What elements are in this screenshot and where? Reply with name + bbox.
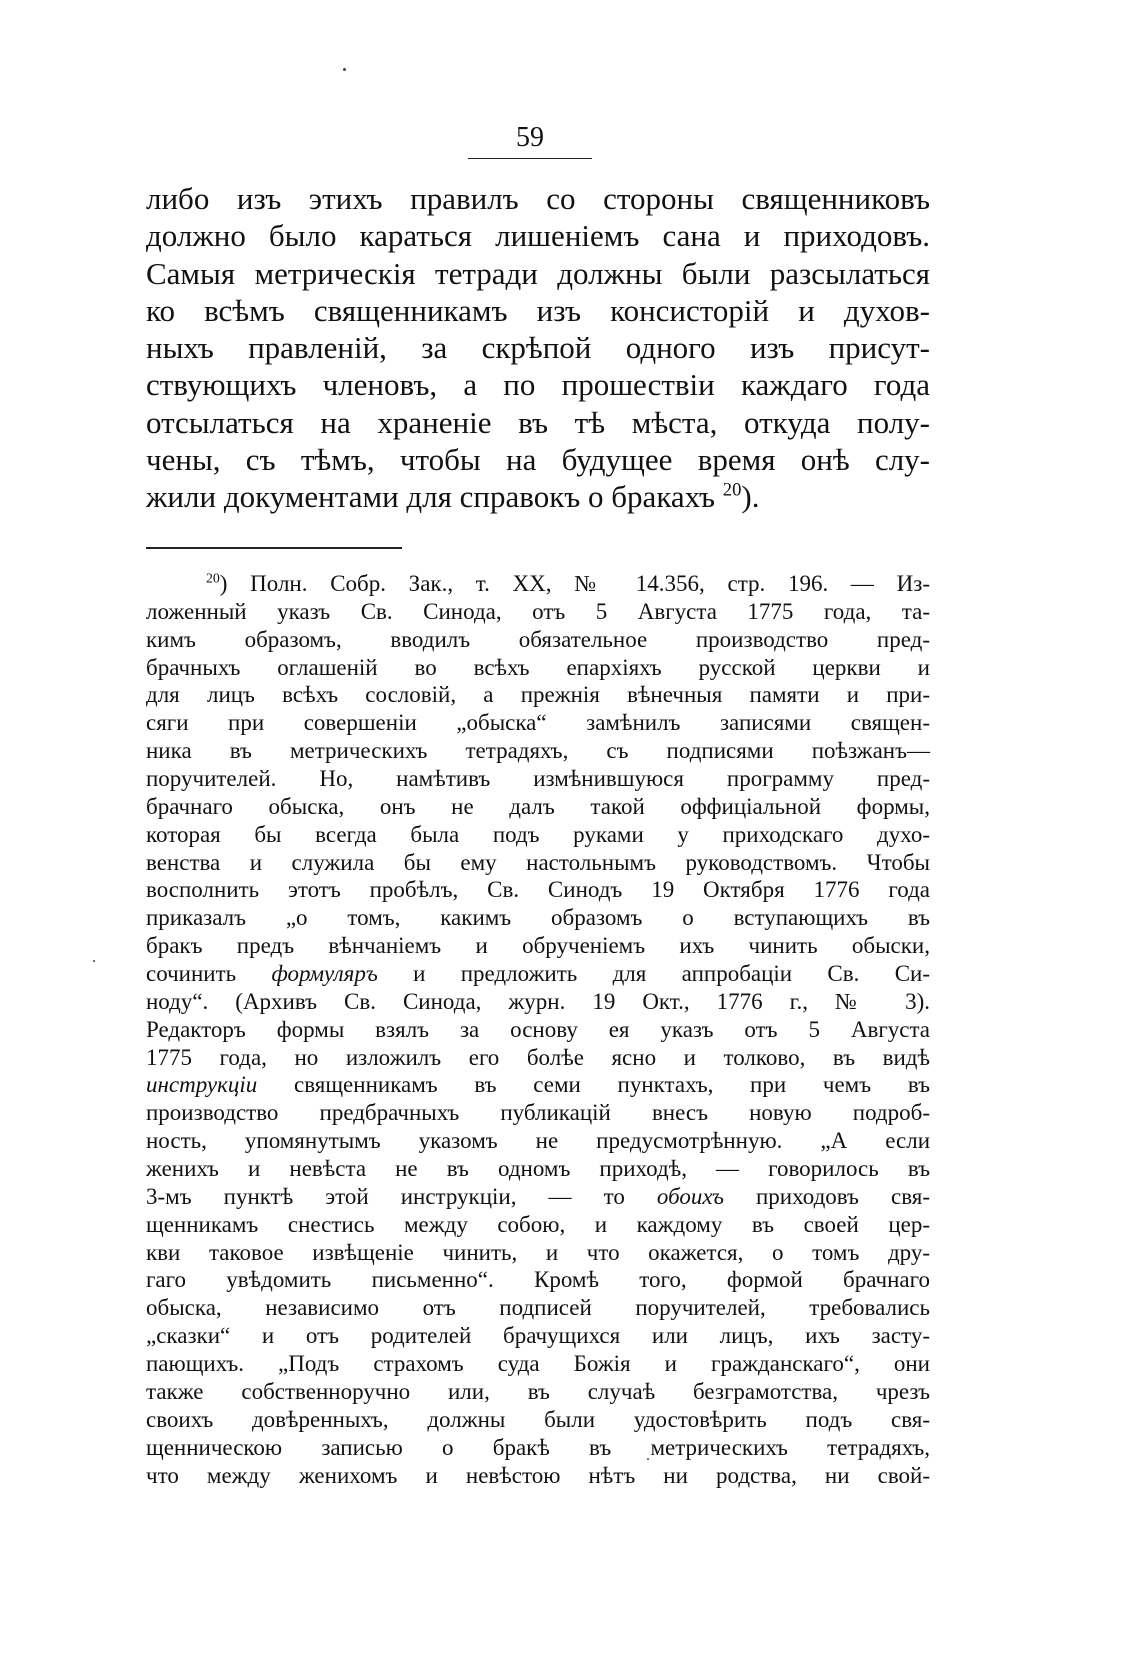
footnote-line-mixed [146,960,930,988]
footnote-reference: 20 [722,480,742,502]
footnote-italic-term: инструкціи [146,1072,258,1098]
footnote-line: поручителей. Но, намѣтивъ измѣнившуюся программу пред- [146,766,930,792]
footnote [146,570,930,1489]
footnote-line: Редакторъ формы взялъ за основу ея указъ отъ 5 Августа [146,1016,930,1042]
footnote-line: ноду“. (Архивъ Св. Синода, журн. 19 Окт., 1776 г., № 3). [146,988,930,1014]
footnote-line-text: ) Полн. Собр. Зак., т. XX, № 14.356, стр. 196. — Из- [219,571,930,596]
main-line: ствующихъ членовъ, а по прошествіи каждаго года [146,367,930,403]
footnote-italic-term: формуляръ [271,961,378,987]
footnote-line: которая бы всегда была подъ руками у приходскаго духо- [146,821,930,847]
main-line: либо изъ этихъ правилъ со стороны священниковъ [146,181,930,216]
footnote-line: „сказки“ и отъ родителей брачущихся или лицъ, ихъ засту- [146,1323,930,1349]
footnote-italic-term: обоихъ [656,1183,724,1209]
footnote-line: гаго увѣдомить письменно“. Кромѣ того, формой брачнаго [146,1267,930,1293]
footnote-text: сочинить [146,961,272,987]
footnote-line: обыска, независимо отъ подписей поручителей, требовались [146,1295,930,1321]
footnote-text: и предложить для аппробаціи Св. Си- [377,961,930,987]
page-number: 59 [516,122,544,153]
footnote-line: женихъ и невѣста не въ одномъ приходѣ, — говорилось въ [146,1156,930,1182]
main-line: чены, съ тѣмъ, чтобы на будущее время онѣ слу- [146,442,930,478]
footnote-marker: 20 [206,570,220,586]
footnote-text: 3-мъ пунктѣ этой инструкціи, — то [146,1183,657,1209]
footnote-line: брачнаго обыска, онъ не далъ такой оффиціальной формы, [146,793,930,819]
footnote-line: щенническою записью о бракѣ въ метрическихъ тетрадяхъ, [146,1434,930,1460]
main-line: ныхъ правленій, за скрѣпой одного изъ присут- [146,330,930,366]
main-line-text: жили документами для справокъ о бракахъ [146,479,716,515]
main-line: отсылаться на храненіе въ тѣ мѣста, откуда полу- [146,404,930,440]
footnote-line: ника въ метрическихъ тетрадяхъ, съ подписями поѣзжанъ— [146,738,930,764]
footnote-line: кви таковое извѣщеніе чинить, и что окажется, о томъ дру- [146,1239,930,1265]
main-line: должно было караться лишеніемъ сана и приходовъ. [146,218,930,254]
main-paragraph [146,180,930,516]
main-line-last [146,478,930,515]
footnote-text: приходовъ свя- [723,1183,930,1209]
footnote-line: восполнить этотъ пробѣлъ, Св. Синодъ 19 Октября 1776 года [146,877,930,903]
footnote-line: ложенный указъ Св. Синода, отъ 5 Августа 1775 года, та- [146,598,930,624]
footnote-line-mixed [146,1183,930,1211]
footnote-line: брачныхъ оглашеній во всѣхъ епархіяхъ русской церкви и [146,654,930,680]
main-line: Самыя метрическія тетради должны были разсылаться [146,255,930,291]
footnote-line: производство предбрачныхъ публикацій внесъ новую подроб- [146,1100,930,1126]
footnote-line: кимъ образомъ, вводилъ обязательное производство пред- [146,626,930,652]
main-line-end: ). [741,479,760,515]
footnote-line: венства и служила бы ему настольнымъ руководствомъ. Чтобы [146,849,930,875]
footnote-line: для лицъ всѣхъ сословій, а прежнія вѣнечныя памяти и при- [146,682,930,708]
scan-speck [343,68,346,71]
footnote-line: сяги при совершеніи „обыска“ замѣнилъ записями священ- [146,710,930,736]
footnote-line-mixed [146,1071,930,1099]
footnote-line: ность, упомянутымъ указомъ не предусмотрѣнную. „А если [146,1128,930,1154]
footnote-line-first [146,570,930,598]
footnote-line: приказалъ „о томъ, какимъ образомъ о вступающихъ въ [146,905,930,931]
footnote-text: священникамъ въ семи пунктахъ, при чемъ въ [257,1072,930,1098]
page-number-underline [468,158,592,159]
footnote-line: щенникамъ снестись между собою, и каждому въ своей цер- [146,1211,930,1237]
footnote-separator [146,547,402,549]
footnote-line: также собственноручно или, въ случаѣ безграмотства, чрезъ [146,1378,930,1404]
footnote-line: своихъ довѣренныхъ, должны были удостовѣрить подъ свя- [146,1406,930,1432]
footnote-line: пающихъ. „Подъ страхомъ суда Божія и гражданскаго“, они [146,1351,930,1377]
footnote-line: что между женихомъ и невѣстою нѣтъ ни родства, ни свой- [146,1462,930,1488]
scan-speck [93,960,95,962]
main-line: ко всѣмъ священникамъ изъ консисторій и духов- [146,292,930,328]
footnote-line: 1775 года, но изложилъ его болѣе ясно и толково, въ видѣ [146,1044,930,1070]
footnote-line: бракъ предъ вѣнчаніемъ и обрученіемъ ихъ чинить обыски, [146,933,930,959]
